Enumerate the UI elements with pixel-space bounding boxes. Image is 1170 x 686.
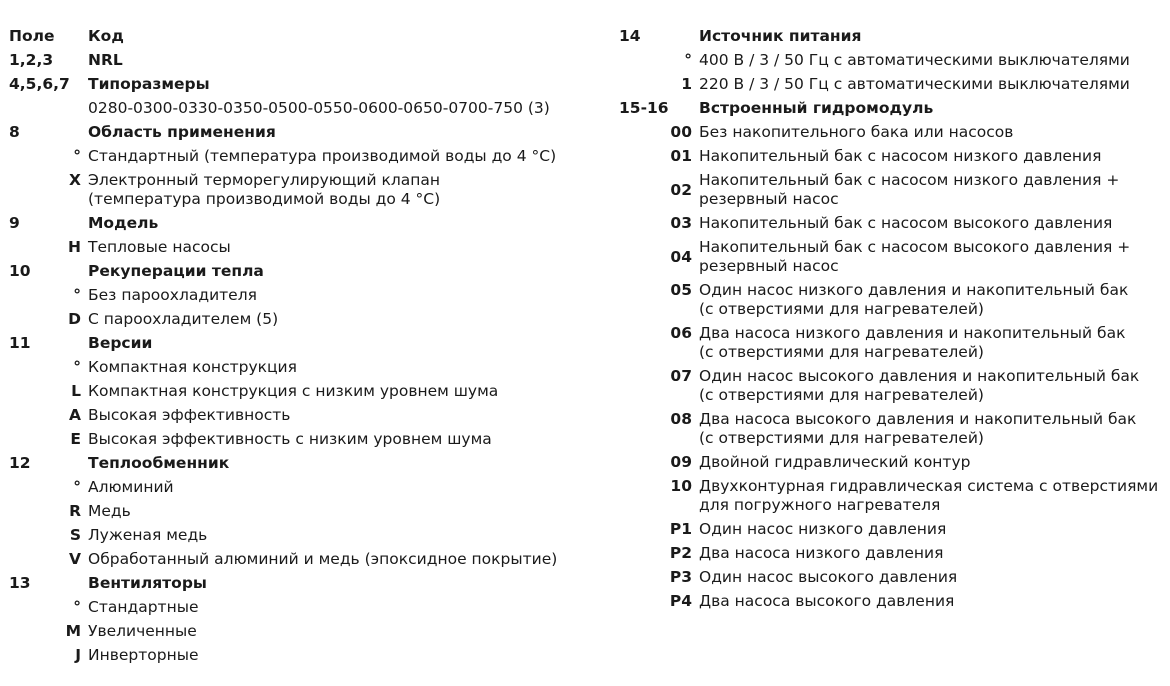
header-field: Поле <box>9 27 55 45</box>
section-field: 11 <box>9 334 31 352</box>
option-code: P1 <box>669 520 692 538</box>
option-code: P2 <box>669 544 692 562</box>
section-title: Вентиляторы <box>88 574 207 592</box>
option-text: Тепловые насосы <box>88 238 231 256</box>
option-text: Алюминий <box>88 478 174 496</box>
option-code: 02 <box>670 180 692 199</box>
option-text-line: (с отверстиями для нагревателей) <box>699 429 984 447</box>
list-item <box>619 592 1164 611</box>
section-field: 14 <box>619 27 641 45</box>
option-text-line: Накопительный бак с насосом высокого давления + <box>699 238 1131 256</box>
option-code: 08 <box>670 410 692 428</box>
list-item <box>9 147 609 166</box>
option-text-line: Один насос низкого давления и накопительный бак <box>699 281 1129 299</box>
option-text-line: Один насос высокого давления и накопительный бак <box>699 367 1140 385</box>
list-item <box>619 171 1164 209</box>
option-code: M <box>65 622 81 640</box>
option-code: ° <box>73 286 81 304</box>
section-12 <box>9 454 609 473</box>
option-text: Компактная конструкция с низким уровнем шума <box>88 382 499 400</box>
section-10 <box>9 262 609 281</box>
option-code: 09 <box>670 453 692 471</box>
list-item <box>619 568 1164 587</box>
list-item <box>619 123 1164 142</box>
list-item <box>9 598 609 617</box>
option-code: 03 <box>670 214 692 232</box>
list-item <box>9 171 609 209</box>
list-item <box>9 622 609 641</box>
list-item <box>619 51 1164 70</box>
list-item <box>9 646 609 665</box>
option-text: С пароохладителем (5) <box>88 310 279 328</box>
option-code: 04 <box>670 247 692 266</box>
option-text <box>699 281 1164 319</box>
option-text: Обработанный алюминий и медь (эпоксидное покрытие) <box>88 550 558 568</box>
option-text: 220 В / 3 / 50 Гц с автоматическими выключателями <box>699 75 1130 93</box>
section-title: Версии <box>88 334 153 352</box>
option-text: Накопительный бак с насосом высокого давления <box>699 214 1113 232</box>
list-item <box>9 502 609 521</box>
option-code: ° <box>684 51 692 69</box>
section-field: 9 <box>9 214 20 232</box>
section-title: Модель <box>88 214 159 232</box>
section-1-2-3 <box>9 51 609 70</box>
section-field: 12 <box>9 454 31 472</box>
option-text <box>699 238 1164 276</box>
list-item <box>619 520 1164 539</box>
section-title: Типоразмеры <box>88 75 210 93</box>
option-text: Стандартный (температура производимой воды до 4 °C) <box>88 147 557 165</box>
option-text <box>699 410 1164 448</box>
option-code: 05 <box>670 281 692 299</box>
option-text: Стандартные <box>88 598 199 616</box>
list-item <box>619 147 1164 166</box>
section-field: 10 <box>9 262 31 280</box>
option-text: Компактная конструкция <box>88 358 297 376</box>
option-text: Один насос высокого давления <box>699 568 958 586</box>
option-code: J <box>75 646 81 664</box>
section-4-5-6-7 <box>9 75 609 94</box>
option-text <box>699 171 1164 209</box>
option-code: 01 <box>670 147 692 165</box>
section-field: 13 <box>9 574 31 592</box>
list-item <box>619 477 1164 515</box>
section-title: Источник питания <box>699 27 862 45</box>
option-code: A <box>69 406 81 424</box>
option-text-line: для погружного нагревателя <box>699 496 941 514</box>
table-header <box>9 27 609 46</box>
option-code: E <box>70 430 81 448</box>
option-text: Инверторные <box>88 646 199 664</box>
option-text-line: Двухконтурная гидравлическая система с отверстиями <box>699 477 1159 495</box>
option-code: S <box>69 526 81 544</box>
section-title: Теплообменник <box>88 454 230 472</box>
option-text: Высокая эффективность с низким уровнем шума <box>88 430 492 448</box>
option-text-line: Накопительный бак с насосом низкого давления + <box>699 171 1120 189</box>
option-text-line: Два насоса низкого давления и накопительный бак <box>699 324 1126 342</box>
option-text: Без накопительного бака или насосов <box>699 123 1014 141</box>
list-item <box>9 430 609 449</box>
option-code: ° <box>73 598 81 616</box>
option-code: 06 <box>670 324 692 342</box>
section-field: 8 <box>9 123 20 141</box>
list-item <box>9 526 609 545</box>
option-code: V <box>69 550 81 568</box>
option-text-line: резервный насос <box>699 257 839 275</box>
section-title: Рекуперации тепла <box>88 262 264 280</box>
option-code: 00 <box>670 123 692 141</box>
list-item <box>619 367 1164 405</box>
sizes-text: 0280-0300-0330-0350-0500-0550-0600-0650-0700-750 (3) <box>88 99 550 117</box>
list-item <box>619 75 1164 94</box>
section-14 <box>619 27 1164 46</box>
option-text: 400 В / 3 / 50 Гц с автоматическими выключателями <box>699 51 1130 69</box>
option-code: L <box>71 382 81 400</box>
list-item <box>9 550 609 569</box>
option-text: Высокая эффективность <box>88 406 291 424</box>
option-code: X <box>69 171 81 189</box>
section-13 <box>9 574 609 593</box>
option-code: H <box>68 238 81 256</box>
right-column <box>619 27 1164 616</box>
option-text: Луженая медь <box>88 526 208 544</box>
option-text: Один насос низкого давления <box>699 520 947 538</box>
section-8 <box>9 123 609 142</box>
option-code: ° <box>73 478 81 496</box>
option-text <box>699 324 1164 362</box>
option-text <box>699 477 1164 515</box>
list-item <box>619 410 1164 448</box>
option-code: D <box>68 310 81 328</box>
list-item <box>619 214 1164 233</box>
header-code: Код <box>88 27 124 45</box>
option-text: Без пароохладителя <box>88 286 257 304</box>
section-11 <box>9 334 609 353</box>
section-title: NRL <box>88 51 123 69</box>
option-text: Медь <box>88 502 131 520</box>
option-code: R <box>69 502 81 520</box>
option-text-line: Два насоса высокого давления и накопительный бак <box>699 410 1137 428</box>
left-column <box>9 27 609 670</box>
option-text: Двойной гидравлический контур <box>699 453 971 471</box>
option-text-line: (температура производимой воды до 4 °C) <box>88 190 441 208</box>
option-text: Накопительный бак с насосом низкого давления <box>699 147 1102 165</box>
sizes-list <box>9 99 609 118</box>
option-text-line: Электронный терморегулирующий клапан <box>88 171 441 189</box>
option-text <box>88 171 609 209</box>
option-code: 1 <box>681 75 692 93</box>
option-code: 07 <box>670 367 692 385</box>
list-item <box>9 358 609 377</box>
list-item <box>9 286 609 305</box>
option-text-line: (с отверстиями для нагревателей) <box>699 386 984 404</box>
section-field: 1,2,3 <box>9 51 54 69</box>
list-item <box>9 238 609 257</box>
list-item <box>9 406 609 425</box>
option-text: Два насоса низкого давления <box>699 544 944 562</box>
list-item <box>619 281 1164 319</box>
list-item <box>9 382 609 401</box>
list-item <box>619 324 1164 362</box>
list-item <box>9 478 609 497</box>
option-text: Два насоса высокого давления <box>699 592 955 610</box>
option-code: P4 <box>669 592 692 610</box>
section-15-16 <box>619 99 1164 118</box>
option-code: P3 <box>669 568 692 586</box>
option-text-line: (с отверстиями для нагревателей) <box>699 343 984 361</box>
option-code: ° <box>73 147 81 165</box>
section-9 <box>9 214 609 233</box>
list-item <box>619 453 1164 472</box>
list-item <box>9 310 609 329</box>
section-field: 4,5,6,7 <box>9 75 70 93</box>
option-text-line: (с отверстиями для нагревателей) <box>699 300 984 318</box>
list-item <box>619 544 1164 563</box>
option-code: 10 <box>670 477 692 495</box>
option-code: ° <box>73 358 81 376</box>
option-text-line: резервный насос <box>699 190 839 208</box>
section-title: Область применения <box>88 123 276 141</box>
option-text: Увеличенные <box>88 622 197 640</box>
section-field: 15-16 <box>619 99 669 117</box>
option-text <box>699 367 1164 405</box>
list-item <box>619 238 1164 276</box>
section-title: Встроенный гидромодуль <box>699 99 934 117</box>
